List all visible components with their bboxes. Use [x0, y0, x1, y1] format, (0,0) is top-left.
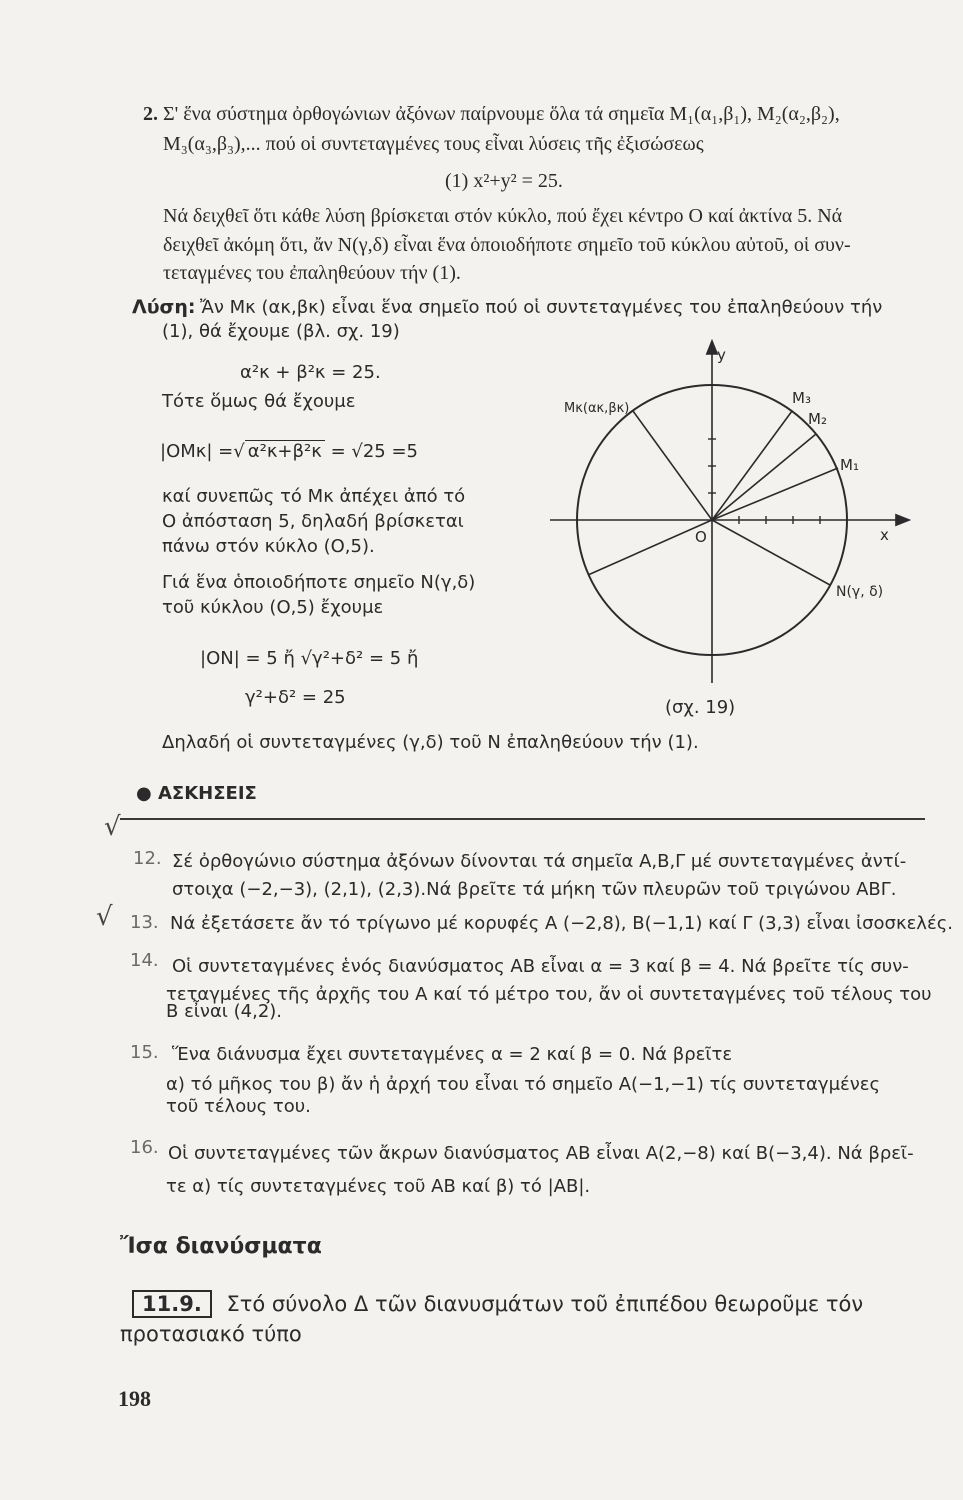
solution-line-8: τοῦ κύκλου (O,5) ἔχουμε: [162, 597, 384, 618]
circle-figure: [540, 338, 920, 708]
solution-eq-1: α²κ + β²κ = 25.: [240, 362, 381, 383]
radius-left: [588, 520, 712, 575]
label-m2: M₂: [808, 410, 827, 428]
exercise-15-line-2: α) τό μῆκος του β) ἄν ἡ ἀρχή του εἶναι τό σημεῖο A(−1,−1) τίς συντεταγμένες: [166, 1074, 881, 1095]
solution-line-5: O ἀπόσταση 5, δηλαδή βρίσκεται: [162, 511, 464, 532]
solution-line-9: Δηλαδή οἱ συντεταγμένες (γ,δ) τοῦ N ἐπαληθεύουν τήν (1).: [162, 732, 699, 753]
exercise-14-line-1: Οἱ συντεταγμένες ἑνός διανύσματος AB εἶναι α = 3 καί β = 4. Νά βρεῖτε τίς συν-: [172, 956, 909, 977]
exercise-14-line-2: τεταγμένες τῆς ἀρχῆς του A καί τό μέτρο του, ἄν οἱ συντεταγμένες τοῦ τέλους του: [166, 984, 932, 1005]
exercise-12-line-1: Σέ ὀρθογώνιο σύστημα ἀξόνων δίνονται τά σημεῖα A,B,Γ μέ συντεταγμένες ἀντί-: [172, 851, 907, 872]
exercise-16-line-2: τε α) τίς συντεταγμένες τοῦ AB καί β) τό |AB|.: [166, 1176, 591, 1197]
bullet-icon: ●: [136, 783, 152, 804]
solution-line-7: Γιά ἕνα ὁποιοδήποτε σημεῖο N(γ,δ): [162, 572, 476, 593]
exercises-heading: [136, 783, 257, 804]
section-paragraph: [132, 1292, 863, 1316]
exercise-14-line-3: B εἶναι (4,2).: [166, 1001, 283, 1022]
exercise-13-line-1: Νά ἐξετάσετε ἄν τό τρίγωνο μέ κορυφές A (−2,8), B(−1,1) καί Γ (3,3) εἶναι ἰσοσκελές.: [170, 913, 953, 934]
label-m1: M₁: [840, 456, 859, 474]
section-title: Ἴσα διανύσματα: [120, 1234, 322, 1259]
solution-label: Λύση:: [132, 296, 196, 318]
checkmark-icon: √: [96, 902, 113, 932]
problem-line-3: Νά δειχθεῖ ὅτι κάθε λύση βρίσκεται στόν κύκλο, πού ἔχει κέντρο O καί ἀκτίνα 5. Νά: [163, 205, 843, 227]
label-x: x: [880, 526, 889, 544]
solution-eq-4: γ²+δ² = 25: [245, 687, 346, 708]
exercise-14-number: 14.: [130, 950, 159, 971]
checkmark-icon: √: [104, 812, 121, 842]
label-n: N(γ, δ): [836, 584, 884, 600]
exercise-12-number: 12.: [133, 848, 162, 869]
label-y: y: [717, 346, 726, 364]
problem-line-1: Σ' ἕνα σύστημα ὀρθογώνιων ἀξόνων παίρνουμε ὅλα τά σημεῖα M₁(α₁,β₁), M₂(α₂,β₂),: [163, 103, 840, 125]
solution-eq-3: |ON| = 5 ἤ √γ²+δ² = 5 ἤ: [200, 648, 419, 669]
problem-line-5: τεταγμένες του ἐπαληθεύουν τήν (1).: [163, 262, 461, 284]
problem-line-2: M₃(α₃,β₃),... πού οἱ συντεταγμένες τους εἶναι λύσεις τῆς ἐξισώσεως: [163, 133, 704, 155]
label-mk: Mκ(ακ,βκ): [564, 401, 630, 416]
eq2-radicand: α²κ+β²κ: [245, 440, 325, 462]
radius-n: [712, 520, 830, 585]
section-divider: [120, 818, 925, 820]
exercise-16-line-1: Οἱ συντεταγμένες τῶν ἄκρων διανύσματος AB εἶναι A(2,−8) καί B(−3,4). Νά βρεῖ-: [168, 1143, 914, 1164]
problem-number: 2.: [143, 103, 158, 125]
exercise-16-number: 16.: [130, 1137, 159, 1158]
section-number: 11.9.: [132, 1290, 212, 1318]
solution-line-1: Ἄν Mκ (ακ,βκ) εἶναι ἕνα σημεῖο πού οἱ συντεταγμένες του ἐπαληθεύουν τήν: [200, 297, 883, 318]
section-line-2: προτασιακό τύπο: [120, 1322, 302, 1346]
eq2-right: = √25 =5: [330, 441, 418, 462]
eq2-left: |OMκ| =: [160, 441, 234, 462]
radius-mk: [633, 411, 712, 520]
radius-m2: [712, 434, 816, 520]
problem-equation: (1) x²+y² = 25.: [445, 170, 563, 192]
solution-line-2: (1), θά ἔχουμε (βλ. σχ. 19): [162, 321, 400, 342]
label-m3: M₃: [792, 389, 811, 407]
exercises-heading-text: ΑΣΚΗΣΕΙΣ: [158, 783, 257, 804]
exercise-15-line-3: τοῦ τέλους του.: [166, 1096, 311, 1117]
exercise-13-number: 13.: [130, 912, 159, 933]
solution-eq-2: |OMκ| =√ α²κ+β²κ = √25 =5: [160, 441, 418, 462]
exercise-12-line-2: στοιχα (−2,−3), (2,1), (2,3).Νά βρεῖτε τά μήκη τῶν πλευρῶν τοῦ τριγώνου ΑΒΓ.: [172, 879, 897, 900]
figure-caption: (σχ. 19): [665, 697, 736, 718]
solution-line-3: Τότε ὅμως θά ἔχουμε: [162, 391, 356, 412]
label-o: O: [695, 528, 707, 546]
page-number: 198: [118, 1386, 151, 1411]
solution-line-4: καί συνεπῶς τό Mκ ἀπέχει ἀπό τό: [162, 486, 466, 507]
section-line-1: Στό σύνολο Δ τῶν διανυσμάτων τοῦ ἐπιπέδου θεωροῦμε τόν: [226, 1292, 864, 1316]
exercise-15-number: 15.: [130, 1042, 159, 1063]
problem-line-4: δειχθεῖ ἀκόμη ὅτι, ἄν N(γ,δ) εἶναι ἕνα ὁποιοδήποτε σημεῖο τοῦ κύκλου αὐτοῦ, οἱ συν-: [163, 234, 851, 256]
exercise-15-line-1: Ἕνα διάνυσμα ἔχει συντεταγμένες α = 2 καί β = 0. Νά βρεῖτε: [172, 1044, 733, 1065]
solution-line-6: πάνω στόν κύκλο (O,5).: [162, 536, 375, 557]
